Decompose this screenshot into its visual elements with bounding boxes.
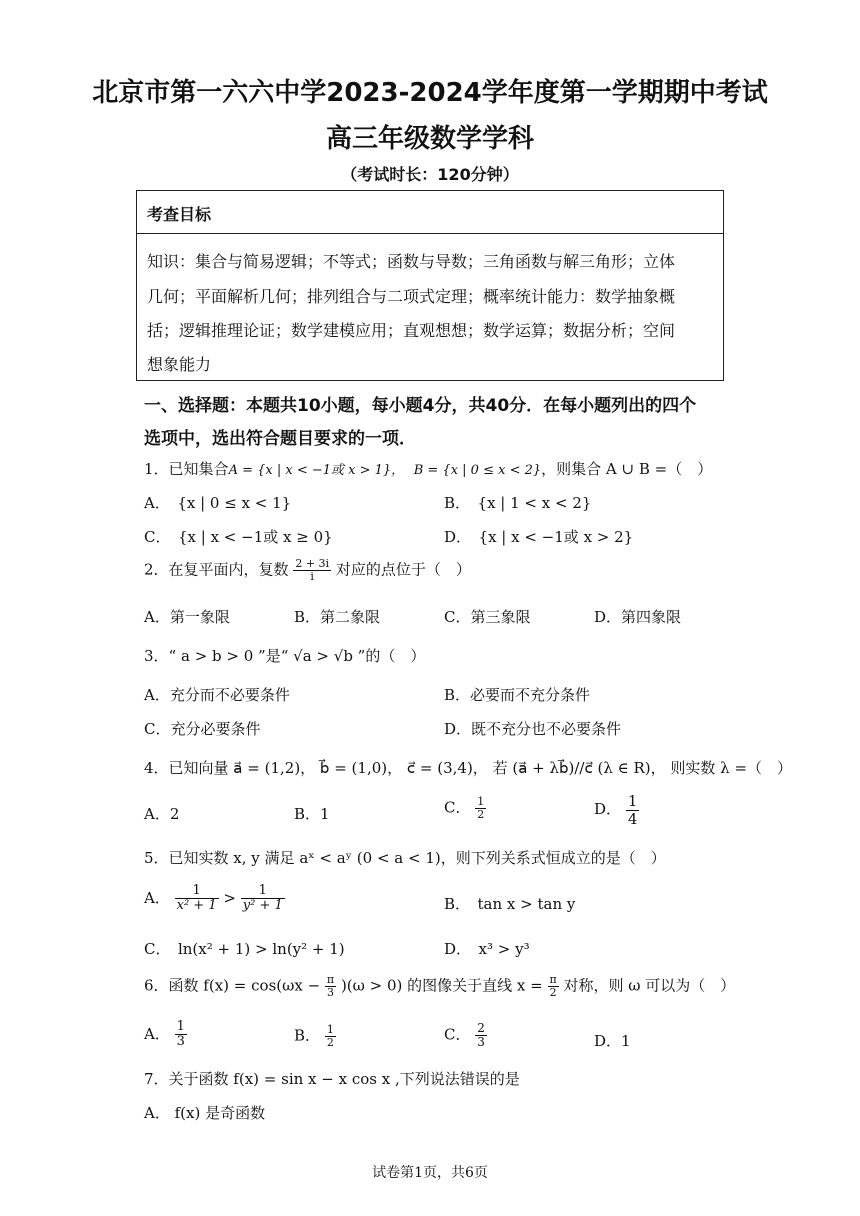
question-5-stem: 5．已知实数 x, y 满足 aˣ < aʸ (0 < a < 1)，则下列关系式恒成立的是（ ） — [144, 849, 666, 867]
q5-option-c: C． ln(x² + 1) > ln(y² + 1) — [144, 940, 345, 958]
q6-option-d: D．1 — [594, 1032, 631, 1050]
q6-c-den: 3 — [477, 1035, 485, 1050]
exam-subtitle: 高三年级数学学科 — [325, 124, 534, 154]
q4-option-c — [444, 796, 486, 821]
q5-a-num-2: 1 — [241, 884, 285, 899]
question-4-stem: 4．已知向量 a⃗ = (1,2)， b⃗ = (1,0)， c⃗ = (3,4)， 若 (a⃗ + λb⃗)//c⃗ (λ ∈ R)， 则实数 λ =（ ） — [144, 759, 793, 777]
q6-option-b — [294, 1024, 336, 1049]
q6-stem-pre: 6．函数 f(x) = cos(ωx − — [144, 976, 321, 995]
q4-d-num: 1 — [627, 792, 638, 810]
objectives-line-2: 几何；平面解析几何；排列组合与二项式定理；概率统计能力：数学抽象概 — [147, 287, 676, 306]
q4-c-fraction — [475, 796, 486, 821]
q2-stem-pre: 2．在复平面内，复数 — [144, 560, 289, 579]
q5-a-den-1: x² + 1 — [176, 898, 217, 914]
q5-a-frac-2 — [241, 884, 285, 914]
q4-c-label: C． — [444, 798, 471, 817]
q4-d-label: D． — [594, 800, 622, 818]
q3-option-a: A．充分而不必要条件 — [144, 686, 290, 704]
q1-option-b: B． {x | 1 < x < 2} — [444, 494, 592, 512]
q6-c-num: 2 — [477, 1021, 485, 1035]
q5-a-num-1: 1 — [175, 884, 219, 899]
objectives-line-4: 想象能力 — [147, 355, 212, 374]
q4-option-a: A．2 — [144, 805, 180, 823]
q2-frac-num: 2 + 3i — [295, 557, 330, 570]
q6-stem-mid: )(ω > 0) 的图像关于直线 x = — [340, 976, 543, 995]
q6-a-num: 1 — [176, 1019, 185, 1034]
q5-a-den-2: y² + 1 — [242, 898, 283, 914]
objectives-content-box — [136, 233, 724, 381]
q5-a-frac-1 — [175, 884, 219, 914]
exam-title: 北京市第一六六中学2023-2024学年度第一学期期中考试 — [92, 78, 768, 108]
question-1-stem — [144, 458, 712, 479]
q6-a-fraction — [175, 1020, 187, 1050]
q2-option-c: C．第三象限 — [444, 608, 531, 626]
q2-stem-post: 对应的点位于（ ） — [335, 560, 471, 579]
q1-set-a: A = {x | x < −1或 x > 1}， — [228, 463, 405, 478]
objectives-line-1: 知识：集合与简易逻辑；不等式；函数与导数；三角函数与解三角形；立体 — [147, 252, 676, 271]
q7-option-a: A． f(x) 是奇函数 — [144, 1104, 266, 1122]
q6-c-fraction — [475, 1022, 487, 1049]
q4-d-fraction — [626, 793, 640, 827]
q3-option-d: D．既不充分也不必要条件 — [444, 720, 622, 738]
q1-lead: 已知集合 — [168, 460, 229, 478]
q6-a-label: A． — [144, 1024, 170, 1043]
q2-option-d: D．第四象限 — [594, 608, 682, 626]
q6-pi-2: π — [549, 973, 557, 986]
q6-pi: π — [326, 973, 335, 986]
section-heading-line-1: 一、选择题：本题共10小题，每小题4分，共40分．在每小题列出的四个 — [144, 396, 697, 416]
page-footer: 试卷第1页，共6页 — [372, 1165, 488, 1181]
q2-fraction — [293, 558, 331, 583]
q5-option-a — [144, 884, 285, 914]
question-7-stem: 7．关于函数 f(x) = sin x − x cos x ,下列说法错误的是 — [144, 1070, 520, 1088]
question-6-stem — [144, 974, 735, 999]
objectives-heading: 考查目标 — [147, 205, 212, 224]
q4-option-d — [594, 793, 639, 827]
q6-c-label: C． — [444, 1025, 471, 1044]
q4-option-b: B．1 — [294, 805, 330, 823]
q6-pi-over-2 — [548, 974, 559, 999]
q6-three: 3 — [327, 986, 335, 1000]
q6-option-c — [444, 1022, 487, 1049]
q4-d-den: 4 — [627, 809, 638, 828]
q3-option-b: B．必要而不充分条件 — [444, 686, 591, 704]
q5-option-b: B． tan x > tan y — [444, 895, 576, 913]
section-heading-line-2: 选项中，选出符合题目要求的一项． — [144, 429, 416, 449]
objectives-line-3: 括；逻辑推理论证；数学建模应用；直观想想；数学运算；数据分析；空间 — [147, 321, 676, 340]
q3-option-c: C．充分必要条件 — [144, 720, 261, 738]
q1-ask: ，则集合 A ∪ B =（ ） — [541, 460, 713, 478]
q1-option-d: D． {x | x < −1或 x > 2} — [444, 528, 634, 546]
q6-two: 2 — [549, 986, 557, 1000]
q6-b-fraction — [325, 1024, 336, 1049]
q5-a-label: A． — [144, 888, 170, 907]
q2-frac-den: i — [310, 570, 314, 584]
question-3-stem: 3．“ a > b > 0 ”是“ √a > √b ”的（ ） — [144, 647, 426, 665]
q6-option-a — [144, 1020, 187, 1050]
q6-stem-post: 对称，则 ω 可以为（ ） — [563, 976, 736, 995]
q2-option-a: A．第一象限 — [144, 608, 230, 626]
q6-a-den: 3 — [176, 1034, 185, 1050]
q6-b-label: B． — [294, 1026, 321, 1045]
q5-a-gt: > — [223, 888, 236, 907]
q6-b-num: 1 — [326, 1023, 334, 1036]
q4-c-num: 1 — [477, 795, 485, 808]
q2-option-b: B．第二象限 — [294, 608, 381, 626]
q1-option-c: C． {x | x < −1或 x ≥ 0} — [144, 528, 333, 546]
question-2-stem — [144, 558, 471, 583]
q1-set-b: B = {x | 0 ≤ x < 2} — [413, 463, 542, 478]
objectives-heading-box — [136, 190, 724, 234]
q1-option-a: A． {x | 0 ≤ x < 1} — [144, 494, 292, 512]
q1-number: 1． — [144, 460, 169, 478]
exam-duration: （考试时长：120分钟） — [341, 165, 519, 184]
q6-pi-over-3 — [325, 974, 336, 999]
q4-c-den: 2 — [477, 808, 485, 822]
q5-option-d: D． x³ > y³ — [444, 940, 530, 958]
q6-b-den: 2 — [326, 1036, 334, 1050]
